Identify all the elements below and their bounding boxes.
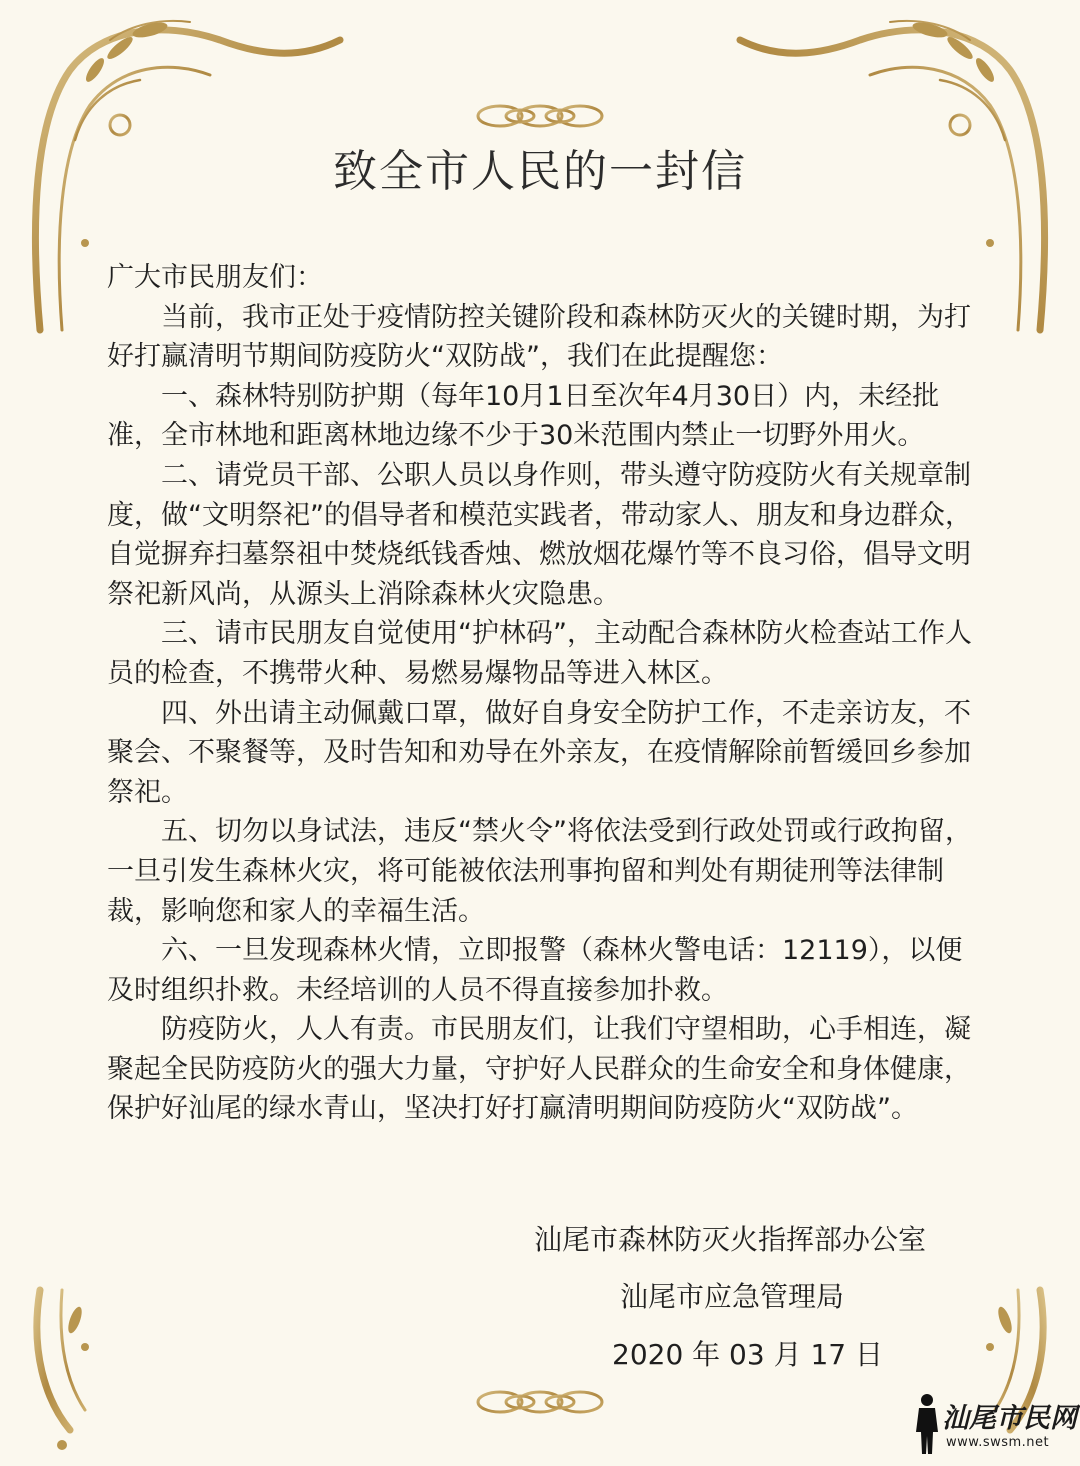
signature-org-1: 汕尾市森林防灭火指挥部办公室 bbox=[534, 1223, 927, 1256]
paragraph-item-5: 五、切勿以身试法，违反“禁火令”将依法受到行政处罚或行政拘留，一旦引发生森林火灾，将可能被依法刑事拘留和判处有期徒刑等法律制裁，影响您和家人的幸福生活。 bbox=[107, 816, 972, 927]
paragraph-intro: 当前，我市正处于疫情防控关键阶段和森林防灭火的关键时期，为打好打赢清明节期间防疫防火“双防战”，我们在此提醒您： bbox=[107, 301, 971, 373]
signature-date: 2020 年 03 月 17 日 bbox=[612, 1338, 884, 1371]
watermark-url: www.swsm.net bbox=[946, 1435, 1050, 1450]
letter-title: 致全市人民的一封信 bbox=[333, 146, 747, 197]
paragraph-item-6: 六、一旦发现森林火情，立即报警（森林火警电话：12119），以便及时组织扑救。未经培训的人员不得直接参加扑救。 bbox=[107, 935, 963, 1006]
site-watermark bbox=[912, 1390, 1077, 1460]
paragraph-item-3: 三、请市民朋友自觉使用“护林码”，主动配合森林防火检查站工作人员的检查，不携带火种、易燃易爆物品等进入林区。 bbox=[107, 618, 972, 689]
corner-flourish-bottom-left bbox=[37, 1290, 85, 1450]
paragraph-closing: 防疫防火，人人有责。市民朋友们，让我们守望相助，心手相连，凝聚起全民防疫防火的强大力量，守护好人民群众的生命安全和身体健康，保护好汕尾的绿水青山，坚决打好打赢清明期间防疫防火“双防战”。 bbox=[107, 1014, 971, 1125]
paragraph-item-2: 二、请党员干部、公职人员以身作则，带头遵守防疫防火有关规章制度，做“文明祭祀”的倡导者和模范实践者，带动家人、朋友和身边群众，自觉摒弃扫墓祭祖中焚烧纸钱香烛、燃放烟花爆竹等不良习俗，倡导文明祭祀新风尚，从源头上消除森林火灾隐患。 bbox=[107, 459, 972, 610]
paragraph-item-1: 一、森林特别防护期（每年10月1日至次年4月30日）内，未经批准，全市林地和距离林地边缘不少于30米范围内禁止一切野外用火。 bbox=[107, 380, 940, 452]
person-silhouette-icon bbox=[912, 1392, 942, 1456]
signature-org-2: 汕尾市应急管理局 bbox=[620, 1280, 845, 1313]
letter-body bbox=[107, 258, 977, 1129]
watermark-title: 汕尾市民网 bbox=[942, 1403, 1077, 1434]
paragraph-item-4: 四、外出请主动佩戴口罩，做好自身安全防护工作，不走亲访友，不聚会、不聚餐等，及时告知和劝导在外亲友，在疫情解除前暂缓回乡参加祭祀。 bbox=[107, 697, 971, 808]
salutation: 广大市民朋友们： bbox=[107, 262, 323, 293]
